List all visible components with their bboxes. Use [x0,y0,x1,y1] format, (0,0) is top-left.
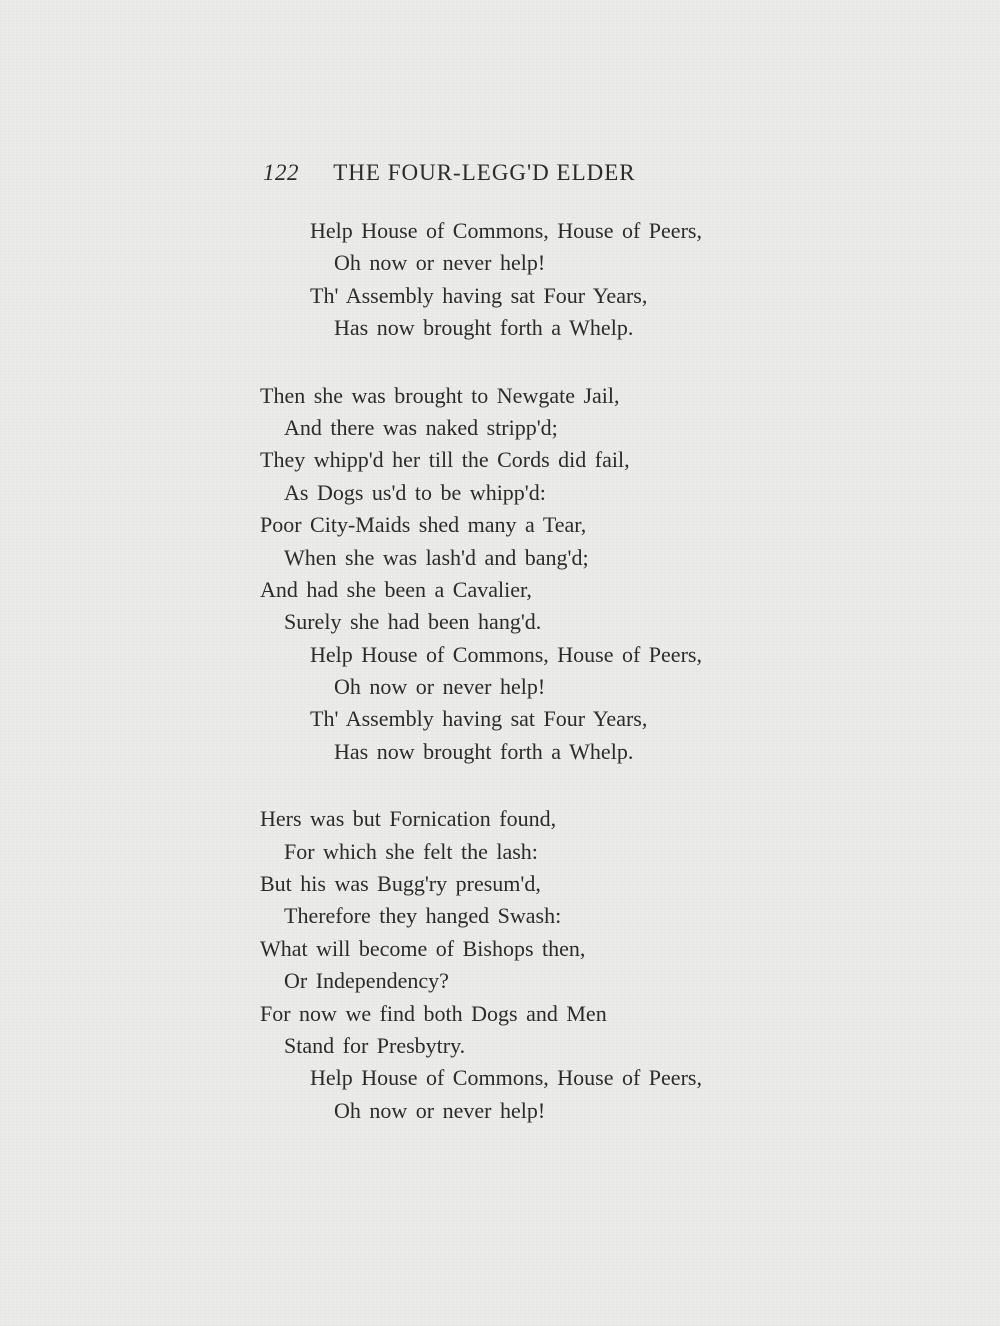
poem-line: But his was Bugg'ry presum'd, [260,871,541,897]
poem-line: And there was naked stripp'd; [284,414,558,440]
poem-line: Therefore they hanged Swash: [284,903,562,929]
stanza [258,215,818,345]
stanza [258,803,818,1127]
poem-line: Then she was brought to Newgate Jail, [260,382,620,408]
poem-line: Help House of Commons, House of Peers, [310,1065,702,1091]
poem-line: Oh now or never help! [334,250,546,276]
poem-line: Help House of Commons, House of Peers, [310,641,702,667]
poem-line: For now we find both Dogs and Men [260,1000,607,1026]
poem-body [258,215,818,1162]
poem-line: What will become of Bishops then, [260,935,586,961]
poem-line: For which she felt the lash: [284,838,538,864]
poem-line: Oh now or never help! [334,1097,546,1123]
poem-line: Or Independency? [284,968,449,994]
poem-line: Has now brought forth a Whelp. [334,738,634,764]
poem-line: Oh now or never help! [334,674,546,700]
poem-line: Poor City-Maids shed many a Tear, [260,512,587,538]
poem-line: Stand for Presbytry. [284,1032,466,1058]
stanza [258,380,818,769]
poem-line: Th' Assembly having sat Four Years, [310,706,648,732]
poem-line: When she was lash'd and bang'd; [284,544,589,570]
poem-line: As Dogs us'd to be whipp'd: [284,479,546,505]
poem-line: Surely she had been hang'd. [284,609,542,635]
running-header [263,160,636,186]
poem-line: And had she been a Cavalier, [260,576,532,602]
poem-line: Hers was but Fornication found, [260,806,557,832]
poem-line: Has now brought forth a Whelp. [334,315,634,341]
running-title: THE FOUR-LEGG'D ELDER [333,160,636,185]
page-number: 122 [263,160,299,185]
poem-line: They whipp'd her till the Cords did fail, [260,447,630,473]
poem-line: Th' Assembly having sat Four Years, [310,282,648,308]
poem-line: Help House of Commons, House of Peers, [310,218,702,243]
